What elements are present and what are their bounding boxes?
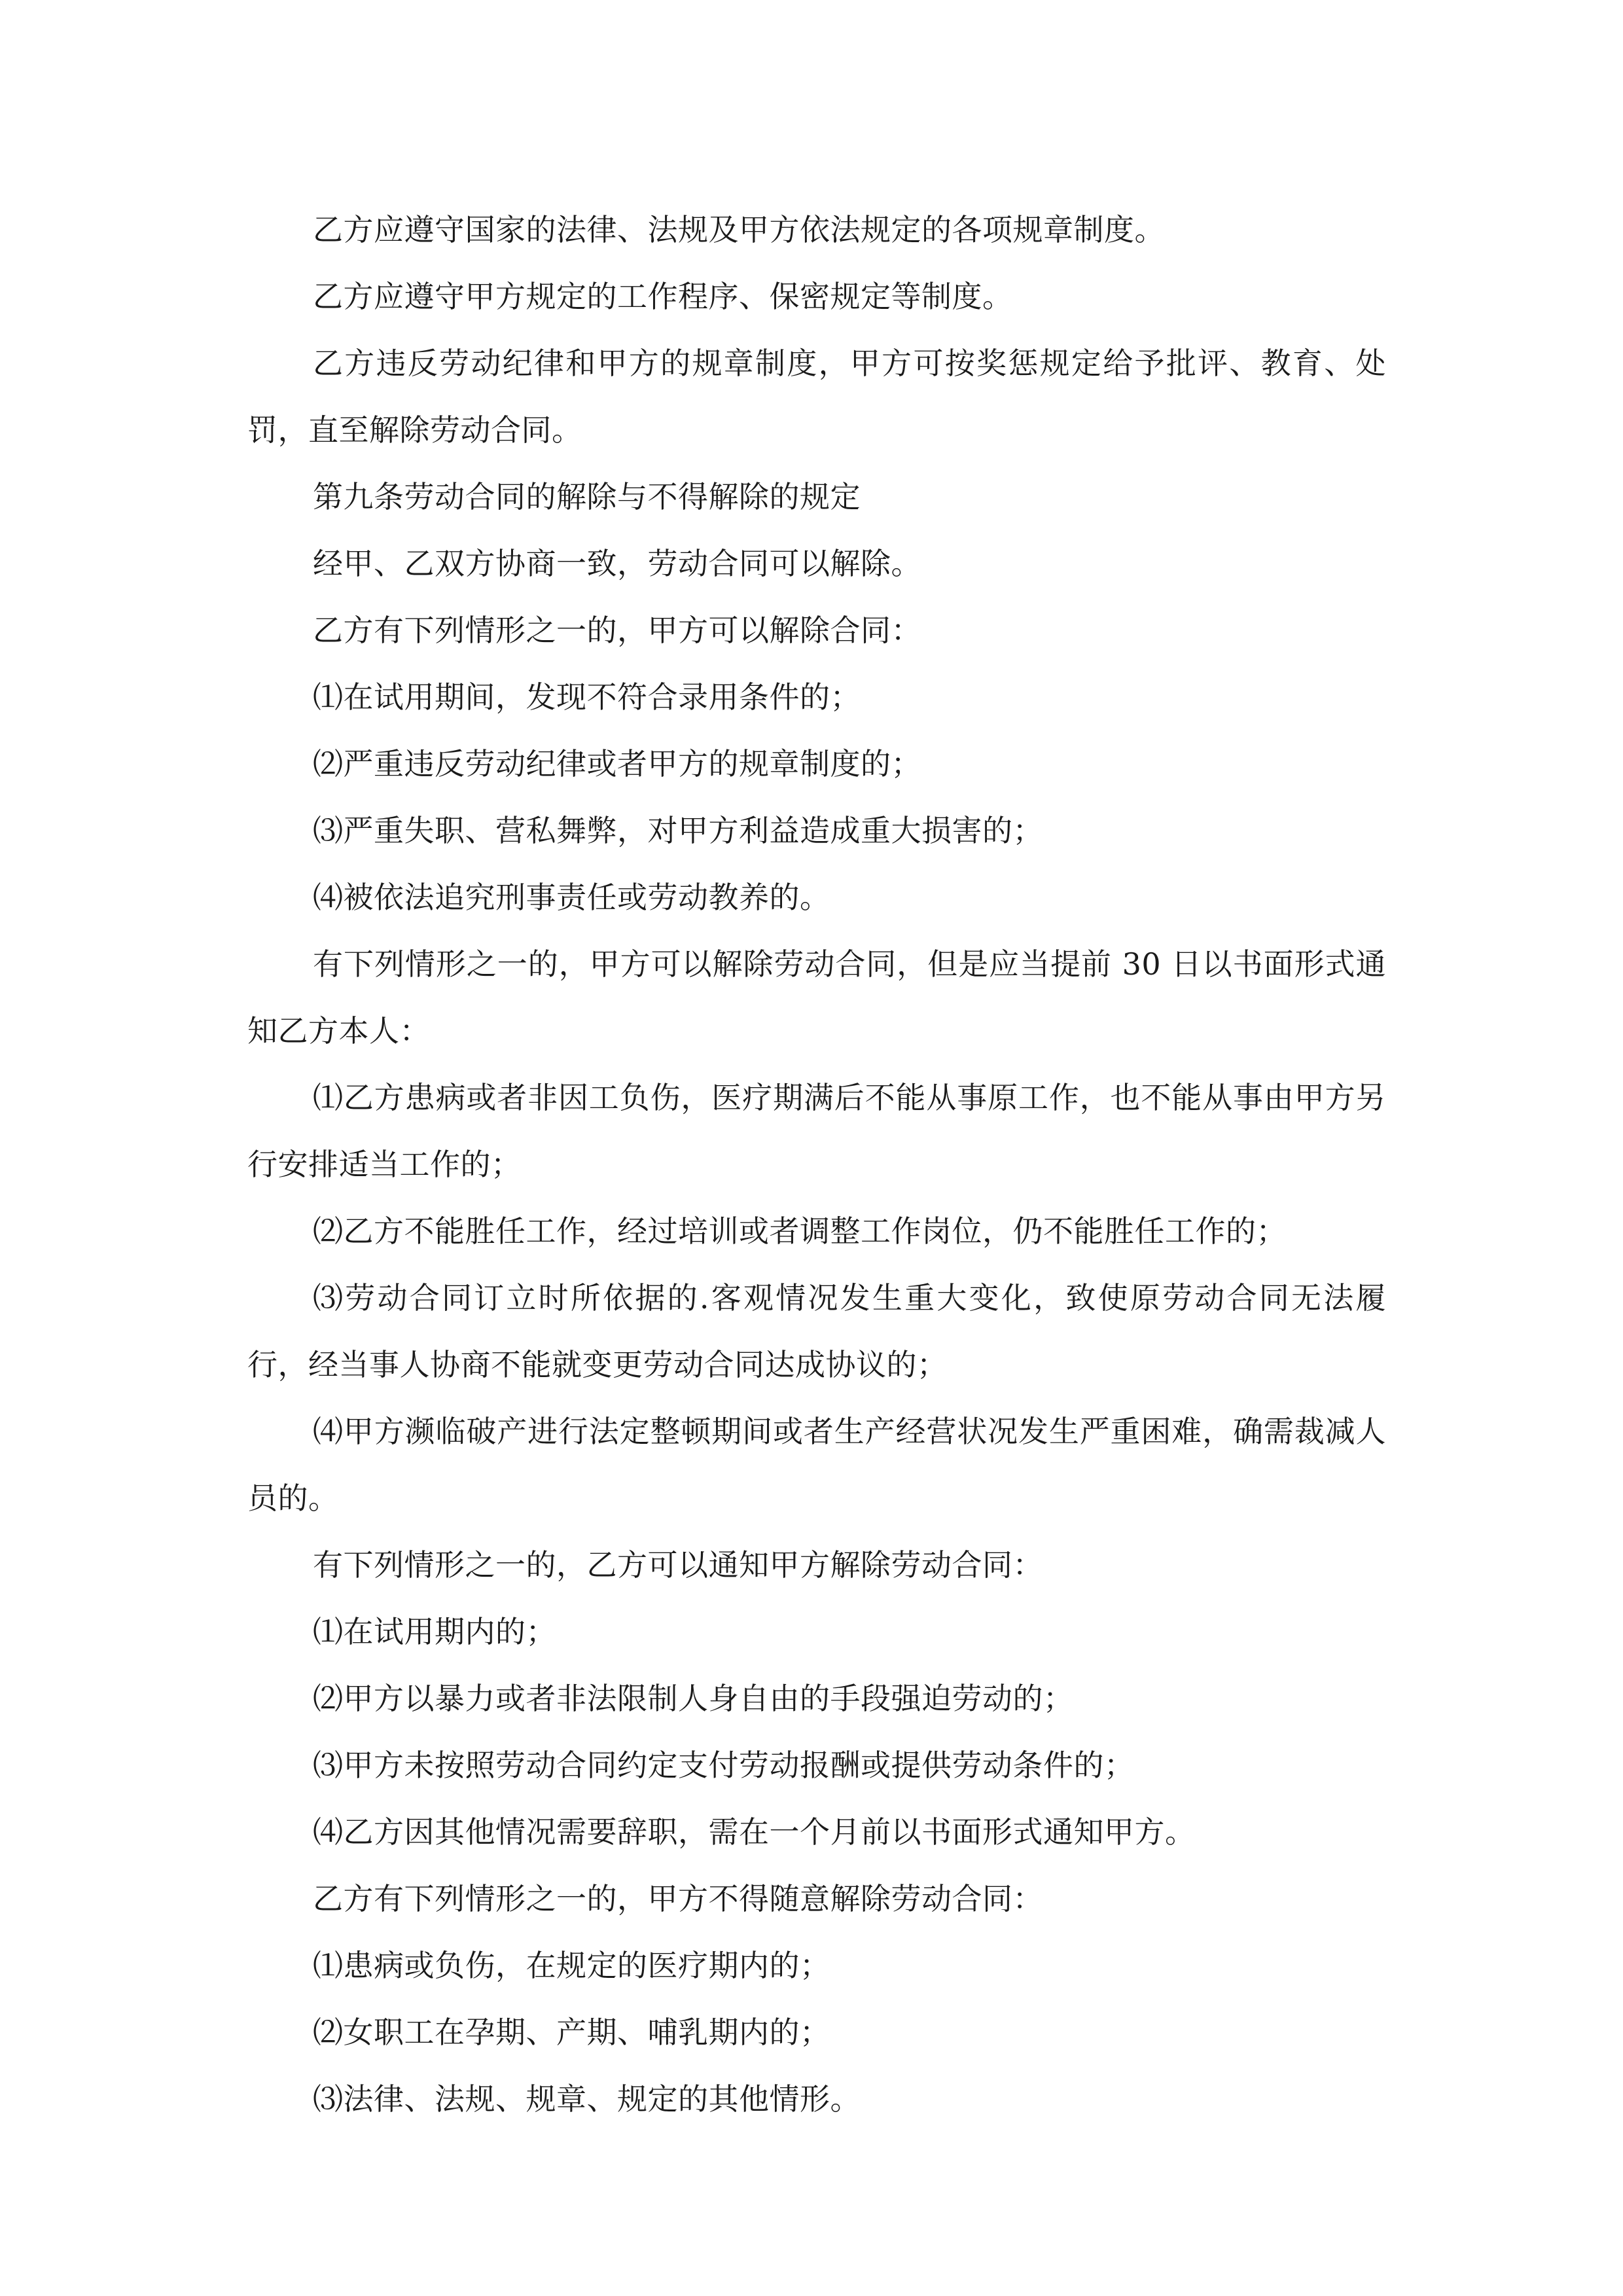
- list-item: ⑵乙方不能胜任工作，经过培训或者调整工作岗位，仍不能胜任工作的；: [313, 1213, 1287, 1249]
- section-heading: 第九条劳动合同的解除与不得解除的规定: [313, 479, 861, 514]
- list-item: ⑴在试用期内的；: [313, 1614, 556, 1649]
- list-item: ⑷被依法追究刑事责任或劳动教养的。: [313, 880, 830, 915]
- list-item: ⑶劳动合同订立时所依据的.客观情况发生重大变化，致使原劳动合同无法履行，经当事人协商不能就变更劳动合同达成协议的；: [247, 1280, 1386, 1382]
- paragraph: 乙方应遵守甲方规定的工作程序、保密规定等制度。: [313, 279, 1013, 314]
- paragraph: 乙方有下列情形之一的，甲方可以解除合同：: [313, 613, 921, 648]
- list-item: ⑶甲方未按照劳动合同约定支付劳动报酬或提供劳动条件的；: [313, 1748, 1135, 1783]
- list-item: ⑴患病或负伤，在规定的医疗期内的；: [313, 1948, 830, 1983]
- list-item: ⑷甲方濒临破产进行法定整顿期间或者生产经营状况发生严重困难，确需裁减人员的。: [247, 1414, 1386, 1516]
- paragraph: 有下列情形之一的，甲方可以解除劳动合同，但是应当提前 30 日以书面形式通知乙方本人：: [247, 946, 1386, 1049]
- paragraph: 乙方有下列情形之一的，甲方不得随意解除劳动合同：: [313, 1881, 1043, 1916]
- list-item: ⑵严重违反劳动纪律或者甲方的规章制度的；: [313, 746, 921, 781]
- document-body: [247, 196, 1386, 2132]
- list-item: ⑴在试用期间，发现不符合录用条件的；: [313, 679, 861, 715]
- list-item: ⑴乙方患病或者非因工负伤，医疗期满后不能从事原工作，也不能从事由甲方另行安排适当工作的；: [247, 1080, 1386, 1182]
- list-item: ⑶法律、法规、规章、规定的其他情形。: [313, 2081, 861, 2117]
- list-item: ⑶严重失职、营私舞弊，对甲方利益造成重大损害的；: [313, 813, 1043, 848]
- paragraph: 乙方违反劳动纪律和甲方的规章制度，甲方可按奖惩规定给予批评、教育、处罚，直至解除劳动合同。: [247, 346, 1386, 448]
- paragraph: 经甲、乙双方协商一致，劳动合同可以解除。: [313, 546, 921, 581]
- list-item: ⑵女职工在孕期、产期、哺乳期内的；: [313, 2015, 830, 2050]
- paragraph: 有下列情形之一的，乙方可以通知甲方解除劳动合同：: [313, 1547, 1043, 1583]
- list-item: ⑵甲方以暴力或者非法限制人身自由的手段强迫劳动的；: [313, 1681, 1074, 1716]
- list-item: ⑷乙方因其他情况需要辞职，需在一个月前以书面形式通知甲方。: [313, 1814, 1196, 1850]
- paragraph: 乙方应遵守国家的法律、法规及甲方依法规定的各项规章制度。: [313, 212, 1165, 247]
